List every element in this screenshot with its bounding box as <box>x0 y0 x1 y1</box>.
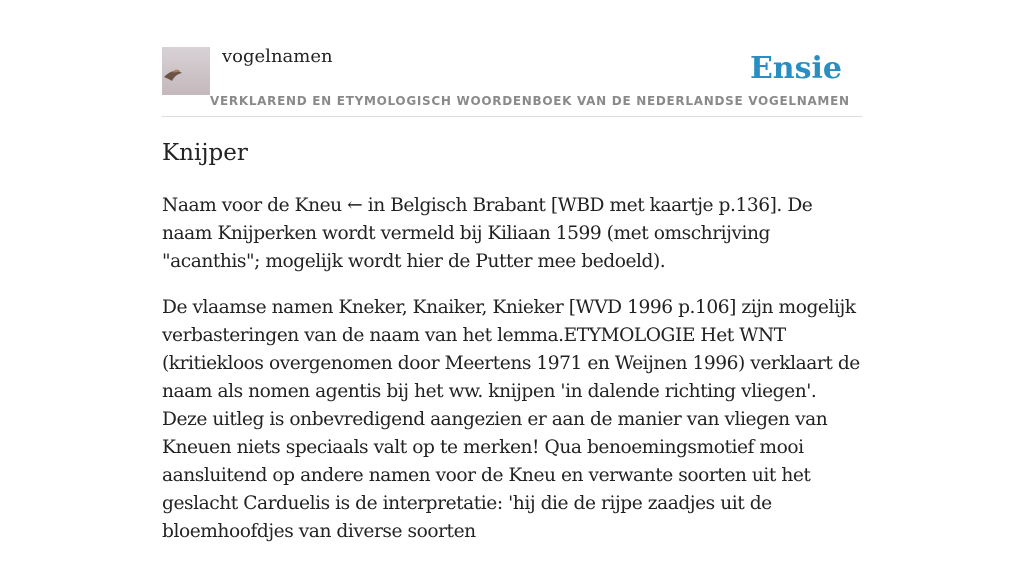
entry-title: Knijper <box>162 140 248 166</box>
entry-paragraph: Naam voor de Kneu ← in Belgisch Brabant [WBD met kaartje p.136]. De naam Knijperken wordt vermeld bij Kiliaan 1599 (met omschrijving "acanthis"; mogelijk wordt hier de Putter mee bedoeld). <box>162 195 813 272</box>
dictionary-name-link[interactable]: vogelnamen <box>222 46 333 67</box>
ensie-logo-link[interactable]: Ensie <box>749 51 842 86</box>
entry-paragraph: De vlaamse namen Kneker, Knaiker, Knieker [WVD 1996 p.106] zijn mogelijk verbasteringen van de naam van het lemma.ETYMOLOGIE Het WNT (kritiekloos overgenomen door Meertens 1971 en Weijnen 1996) verklaart de naam als nomen agentis bij het ww. knijpen 'in dalende richting vliegen'. Deze uitleg is onbevredigend aangezien er aan de manier van vliegen van Kneuen niets speciaals valt op te merken! Qua benoemingsmotief mooi aansluitend op andere namen voor de Kneu en verwante soorten uit het geslacht Carduelis is de interpretatie: 'hij die de rijpe zaadjes uit de bloemhoofdjes van diverse soorten <box>162 297 860 542</box>
entry-body <box>162 192 862 564</box>
page <box>162 0 862 542</box>
site-header <box>162 0 862 117</box>
dictionary-subtitle: VERKLAREND EN ETYMOLOGISCH WOORDENBOEK VAN DE NEDERLANDSE VOGELNAMEN <box>210 94 850 108</box>
bird-avatar-icon[interactable] <box>162 47 210 95</box>
